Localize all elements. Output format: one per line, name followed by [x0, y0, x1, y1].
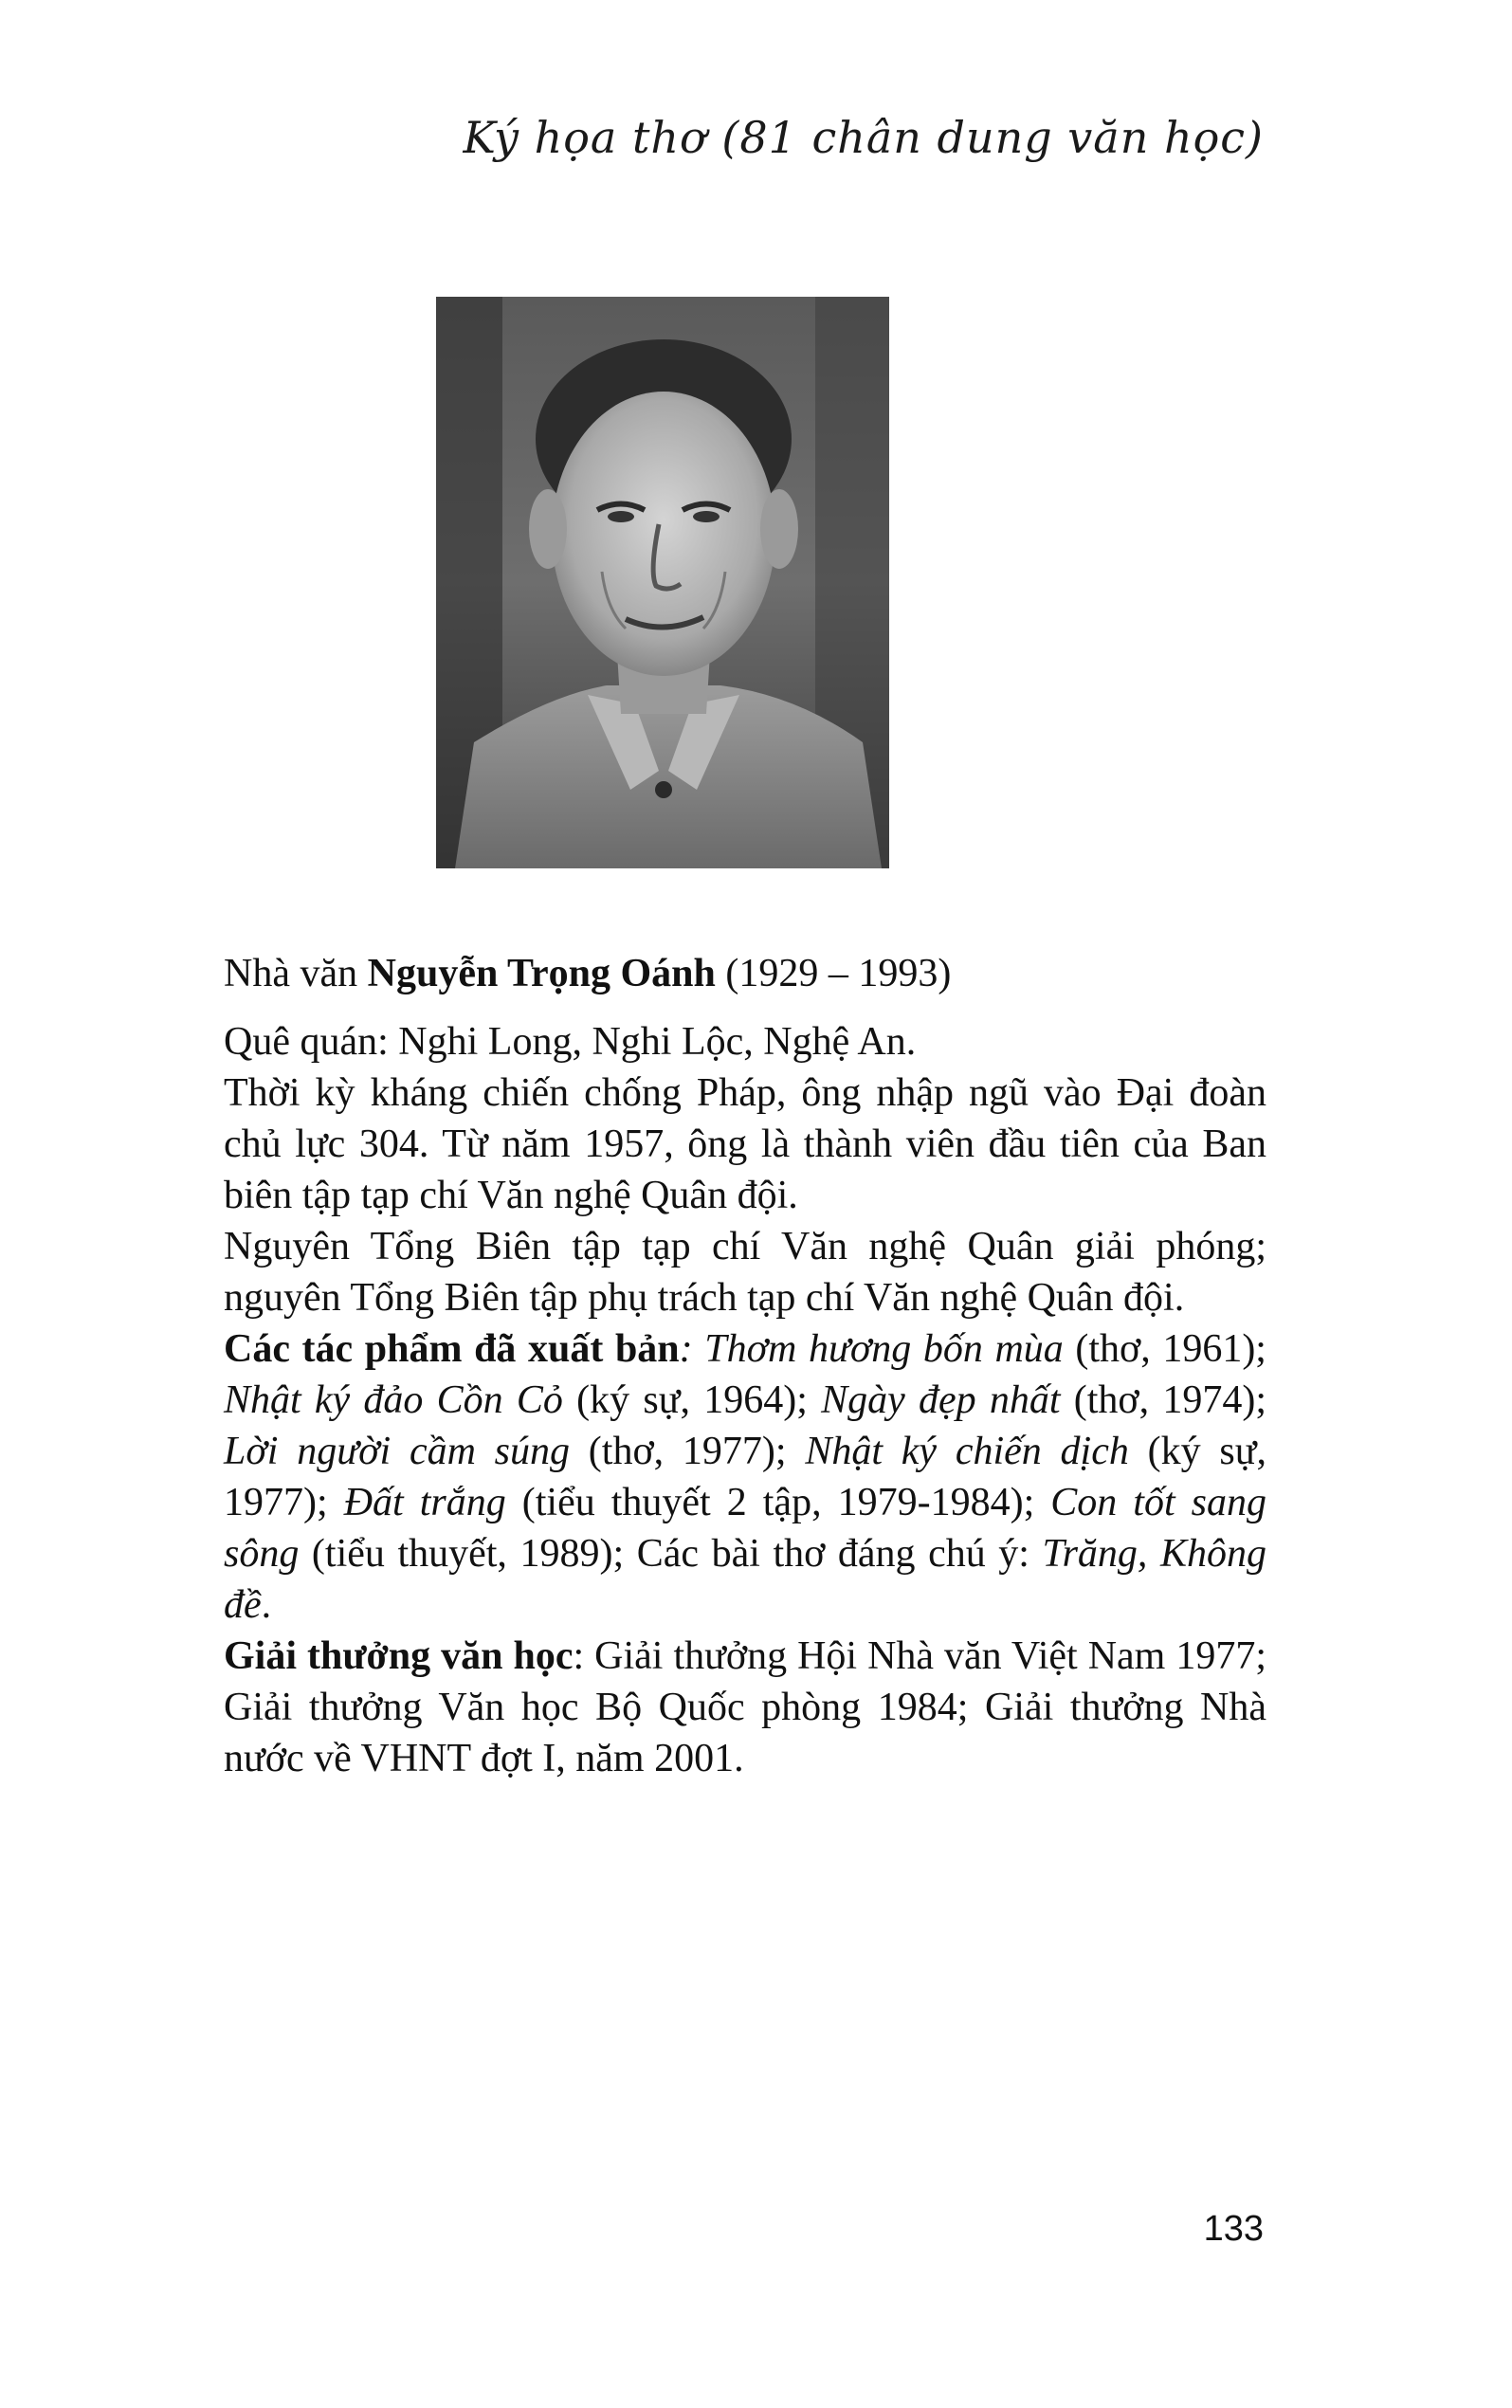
awards-text: : Giải thưởng Hội Nhà văn Việt Nam 1977; Giải thưởng Văn học Bộ Quốc phòng 1984; Giải thưởng Nhà nước về VHNT đợt I, năm 2001.: [224, 1634, 1266, 1780]
work-title: Ngày đẹp nhất: [821, 1378, 1061, 1422]
work-title: Con tốt sang sông: [224, 1481, 1267, 1576]
portrait-photo: [436, 297, 889, 868]
work-title: Đất trắng: [343, 1481, 506, 1524]
work-note: (ký sự, 1964);: [562, 1378, 822, 1422]
works-end: .: [261, 1583, 272, 1627]
awards-label: Giải thưởng văn học: [224, 1634, 574, 1678]
awards-paragraph: [224, 1631, 1266, 1784]
author-years: (1929 – 1993): [715, 952, 952, 995]
poems-intro: Các bài thơ đáng chú ý:: [636, 1532, 1043, 1576]
work-title: Lời người cầm súng: [224, 1430, 571, 1473]
running-header: Ký họa thơ (81 chân dung văn học): [463, 112, 1264, 163]
work-note: (ký sự, 1977);: [224, 1430, 1266, 1524]
work-note: (tiểu thuyết, 1989);: [299, 1532, 637, 1576]
works-colon: :: [679, 1327, 705, 1371]
works-paragraph: [224, 1323, 1266, 1631]
hometown: Quê quán: Nghi Long, Nghi Lộc, Nghệ An.: [224, 1020, 917, 1064]
poems-titles: Trăng, Không đề: [224, 1532, 1266, 1627]
work-note: (thơ, 1977);: [570, 1430, 806, 1473]
author-heading: [224, 948, 1266, 999]
work-title: Nhật ký đảo Cồn Cỏ: [224, 1378, 563, 1422]
work-title: Nhật ký chiến dịch: [805, 1430, 1129, 1473]
author-prefix: Nhà văn: [224, 952, 368, 995]
work-note: (tiểu thuyết 2 tập, 1979-1984);: [505, 1481, 1051, 1524]
author-name: Nguyễn Trọng Oánh: [367, 952, 716, 995]
bio-paragraph-2: Nguyên Tổng Biên tập tạp chí Văn nghệ Quân giải phóng; nguyên Tổng Biên tập phụ trách tạp chí Văn nghệ Quân đội.: [224, 1225, 1266, 1320]
work-note: (thơ, 1974);: [1060, 1378, 1267, 1422]
work-note: (thơ, 1961);: [1063, 1327, 1266, 1371]
page-number: 133: [1203, 2209, 1264, 2249]
article-body: [224, 948, 1266, 1784]
work-title: Thơm hương bốn mùa: [704, 1327, 1064, 1371]
works-label: Các tác phẩm đã xuất bản: [224, 1327, 680, 1371]
bio-paragraph-1: Thời kỳ kháng chiến chống Pháp, ông nhập ngũ vào Đại đoàn chủ lực 304. Từ năm 1957, ông là thành viên đầu tiên của Ban biên tập tạp chí Văn nghệ Quân đội.: [224, 1071, 1266, 1217]
